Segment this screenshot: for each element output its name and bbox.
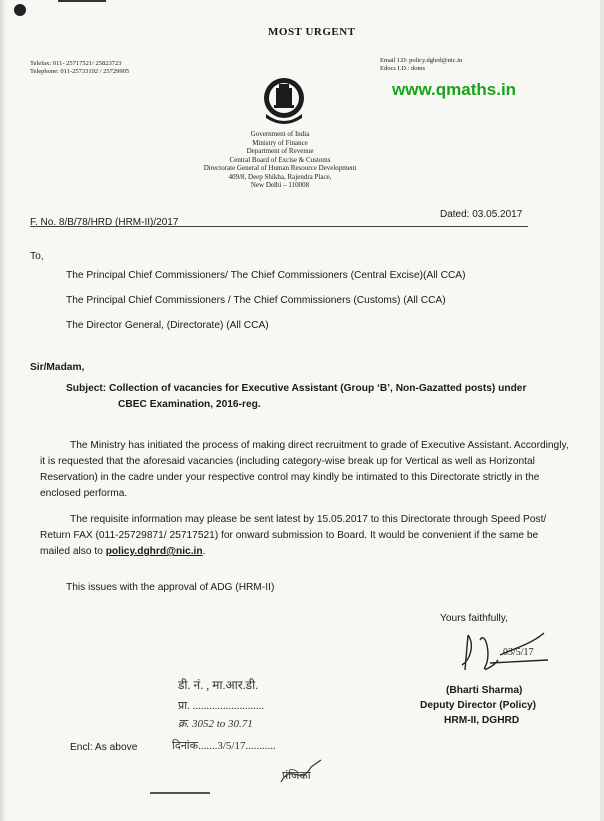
to-label: To, [30, 251, 44, 262]
diary-stamp-line: पंजिका [282, 770, 311, 782]
government-emblem-icon [262, 74, 306, 128]
paragraph-2-text: The requisite information may please be sent latest by 15.05.2017 to this Directorate through Speed Post/ Return FAX (011-25729871/ 25717521) for onward submission to Board. It would be convenient if the same be mailed also to [40, 514, 547, 557]
diary-stamp-line: दिनांक.......3/5/17........... [172, 740, 276, 752]
subject-continuation: CBEC Examination, 2016-reg. [118, 399, 261, 410]
recipient-line: The Principal Chief Commissioners/ The Chief Commissioners (Central Excise)(All CCA) [66, 270, 466, 281]
scan-edge-right [600, 0, 604, 821]
diary-stamp-line: डी. नं. , मा.आर.डी. [178, 678, 259, 692]
recipient-line: The Director General, (Directorate) (All CCA) [66, 320, 269, 331]
subject-text: Collection of vacancies for Executive Assistant (Group ‘B’, Non-Gazatted posts) under [109, 383, 527, 394]
top-dash [58, 0, 106, 2]
approval-line: This issues with the approval of ADG (HRM-II) [66, 582, 275, 593]
enclosure-line: Encl: As above [70, 742, 138, 753]
address-line: 409/8, Deep Shikha, Rajendra Place, [228, 172, 332, 181]
salutation: Sir/Madam, [30, 362, 85, 373]
watermark-text: www.qmaths.in [392, 80, 517, 99]
date-line: Dated: 03.05.2017 [440, 209, 523, 220]
address-line: Directorate General of Human Resource Development [203, 164, 357, 172]
paragraph-1: The Ministry has initiated the process of making direct recruitment to grade of Executive Assistant. Accordingly, it is requested that the aforesaid vacancies (including category-wise break up for Vertical as well as Horizontal Reservation) in the cadre under your respective control may kindly be intimated to this Directorate strictly in the enclosed performa. [40, 440, 569, 499]
telephone-line: Telephone: 011-25733192 / 25729905 [30, 68, 130, 75]
email-line: Email I.D: policy.dghrd@nic.in [380, 57, 463, 64]
ministry-address [180, 130, 380, 190]
telefax-line: Telefax: 011- 25717521/ 25823723 [30, 60, 122, 67]
signatory-designation: Deputy Director (Policy) [420, 700, 537, 711]
signatory-office: HRM-II, DGHRD [444, 715, 520, 726]
address-line: New Delhi – 110008 [250, 181, 310, 189]
paragraph-2 [40, 512, 570, 560]
address-line: Central Board of Excise & Customs [229, 155, 331, 164]
signature-date: 03/5/17 [503, 647, 534, 658]
address-line: Government of India [250, 130, 310, 138]
signatory-name: (Bharti Sharma) [446, 685, 523, 696]
punch-hole [14, 4, 26, 16]
diary-stamp-line: क्र. 3052 to 30.71 [178, 718, 253, 730]
address-line: Ministry of Finance [252, 138, 308, 147]
subject-label: Subject: [66, 383, 107, 394]
file-number: F. No. 8/B/78/HRD (HRM-II)/2017 [30, 217, 179, 228]
edocs-line: Edocs I.D.: doms [380, 65, 426, 72]
bottom-dash [150, 792, 210, 794]
urgency-label: MOST URGENT [268, 26, 356, 38]
scan-edge-left [0, 0, 6, 821]
diary-stamp-line: प्रा. .......................... [178, 700, 265, 712]
paragraph-2-end: . [202, 546, 206, 557]
handwritten-signature-icon [440, 625, 550, 685]
email-link[interactable]: policy.dghrd@nic.in [105, 546, 203, 557]
stamp-scribble-icon [276, 752, 326, 792]
subject-line [66, 381, 526, 397]
recipient-line: The Principal Chief Commissioners / The Chief Commissioners (Customs) (All CCA) [66, 295, 446, 306]
closing: Yours faithfully, [440, 613, 508, 624]
address-line: Department of Revenue [246, 147, 314, 155]
